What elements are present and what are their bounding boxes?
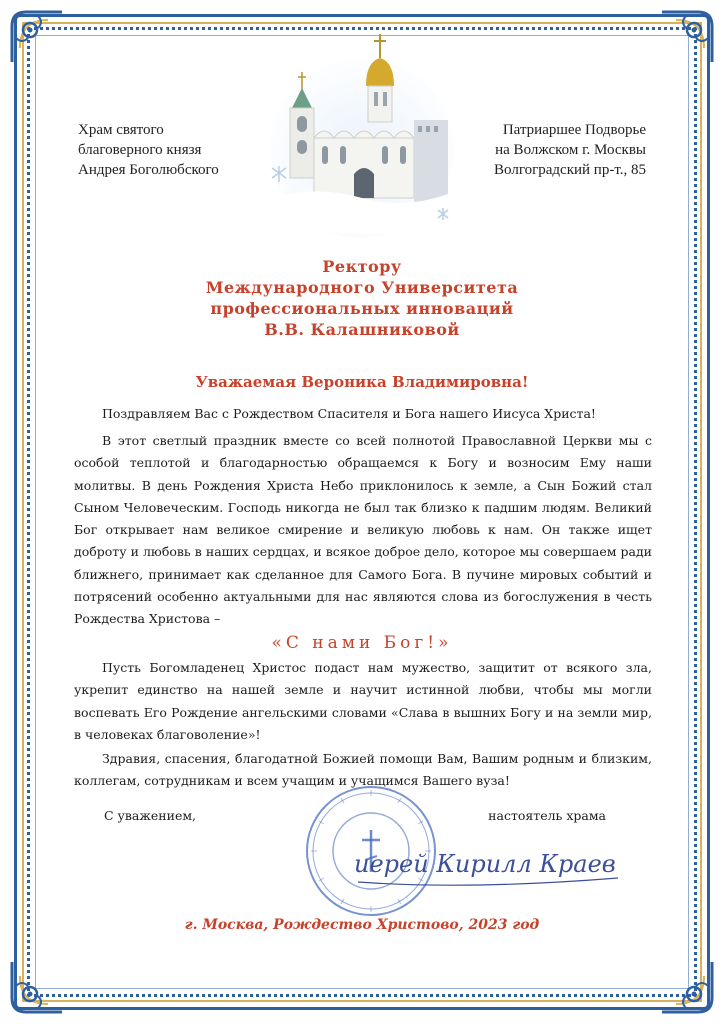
corner-ornament-icon	[658, 958, 716, 1016]
corner-ornament-icon	[8, 958, 66, 1016]
church-address-line: Волгоградский пр-т., 85	[494, 162, 646, 178]
church-address-line: Патриаршее Подворье	[502, 122, 646, 138]
corner-ornament-icon	[8, 8, 66, 66]
addressee-line: Международного Университета	[205, 278, 519, 297]
church-address-block	[436, 120, 646, 180]
closing-regards: С уважением,	[104, 808, 197, 823]
addressee-line: Ректору	[322, 257, 402, 276]
main-paragraph	[74, 430, 652, 631]
paragraph-text: Здравия, спасения, благодатной Божией помощи Вам, Вашим родным и близким, коллегам, сотрудникам и всем учащим и учащимся Вашего вуза!	[74, 751, 652, 789]
addressee-line: профессиональных инноваций	[210, 299, 514, 318]
paragraph-text: Пусть Богомладенец Христос подаст нам мужество, защитит от всякого зла, укрепит единство на нашей земле и научит истинной любви, чтобы мы могли воспевать Его Рождение ангельскими словами «Слава в вышних Богу и на земли мир, в человеках благоволение»!	[74, 660, 652, 742]
wish-paragraph	[74, 657, 652, 746]
motto: «С нами Бог!»	[271, 633, 453, 653]
signature-text: иерей Кирилл Краев	[354, 850, 616, 878]
church-name-line: Храм святого	[78, 122, 164, 138]
church-name-block	[78, 120, 268, 180]
church-name-line: Андрея Боголюбского	[78, 162, 219, 178]
addressee-line: В.В. Калашниковой	[264, 320, 460, 339]
addressee-block	[120, 256, 604, 340]
church-address-line: на Волжском г. Москвы	[495, 142, 646, 158]
paragraph-text: В этот светлый праздник вместе со всей полнотой Православной Церкви мы с особой теплотой и благодарностью обращаемся к Богу и возносим Ему наши молитвы. В день Рождения Христа Небо приклонилось к земле, а Сын Божий стал Сыном Человеческим. Господь никогда не был так близко к падшим людям. Великий Бог открывает нам великое смирение и великую любовь к нам. Он также ищет доброту и любовь в наших сердцах, и всякое доброе дело, которое мы совершаем ради ближнего, принимает как сделанное для Самого Бога. В пучине мировых событий и потрясений особенно актуальными для нас являются слова из богослужения в честь Рождества Христова –	[74, 433, 652, 627]
corner-ornament-icon	[658, 8, 716, 66]
paragraph-text: Поздравляем Вас с Рождеством Спасителя и Бога нашего Иисуса Христа!	[102, 406, 596, 421]
church-name-line: благоверного князя	[78, 142, 202, 158]
greeting-paragraph	[74, 403, 652, 425]
signatory-title: настоятель храма	[488, 808, 606, 823]
church-illustration	[262, 28, 462, 238]
place-date-footer: г. Москва, Рождество Христово, 2023 год	[184, 917, 540, 933]
salutation: Уважаемая Вероника Владимировна!	[195, 373, 529, 391]
signature	[348, 838, 638, 898]
